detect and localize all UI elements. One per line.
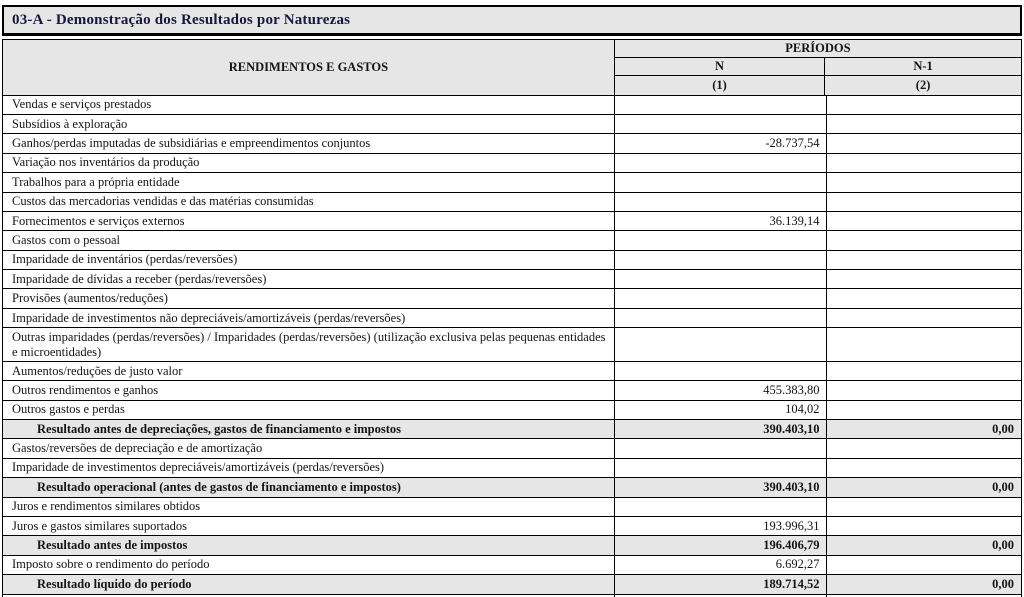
- cell-value-n1: 0,00: [992, 421, 1014, 436]
- row-label: Aumentos/reduções de justo valor: [3, 362, 615, 380]
- cell-value-n: [615, 154, 827, 172]
- table-body: [3, 96, 1021, 595]
- row-label: Trabalhos para a própria entidade: [3, 173, 615, 191]
- cell-value-n: [615, 270, 827, 288]
- header-rendimentos-gastos: RENDIMENTOS E GASTOS: [3, 40, 615, 95]
- table-row: [3, 328, 1021, 362]
- cell-value-n: 390.403,10: [615, 420, 827, 438]
- table-row: [3, 154, 1021, 173]
- table-row: [3, 231, 1021, 250]
- row-label: Gastos/reversões de depreciação e de amortização: [3, 439, 615, 457]
- cell-value-n1: [827, 193, 1021, 211]
- table-row: [3, 251, 1021, 270]
- table-row: [3, 289, 1021, 308]
- table-row: [3, 173, 1021, 192]
- table-row: [3, 478, 1021, 497]
- table-row: [3, 556, 1021, 575]
- cell-value-n1: [827, 251, 1021, 269]
- table-row: [3, 536, 1021, 555]
- cell-value-n1: [827, 517, 1021, 535]
- row-label: Custos das mercadorias vendidas e das matérias consumidas: [3, 193, 615, 211]
- header-column-numbers: [615, 76, 1021, 94]
- title-bar: [2, 5, 1022, 36]
- cell-value-n1: [827, 231, 1021, 249]
- row-label: Juros e rendimentos similares obtidos: [3, 498, 615, 516]
- cell-value-n: 104,02: [615, 401, 827, 419]
- cell-value-n1: [827, 381, 1021, 399]
- cell-value-n: [615, 173, 827, 191]
- table-row: [3, 134, 1021, 153]
- row-label: Resultado antes de depreciações, gastos de financiamento e impostos: [3, 420, 615, 438]
- header-col-n1: N-1: [913, 59, 933, 74]
- cell-value-n1: [827, 498, 1021, 516]
- cell-value-n1: 0,00: [992, 538, 1014, 553]
- row-label: Ganhos/perdas imputadas de subsidiárias e empreendimentos conjuntos: [3, 134, 615, 152]
- cell-value-n: [615, 309, 827, 327]
- table-row: [3, 575, 1021, 594]
- cell-value-n1: [827, 96, 1021, 114]
- cell-value-n1: [827, 173, 1021, 191]
- row-label: Provisões (aumentos/reduções): [3, 289, 615, 307]
- cell-value-n: [615, 289, 827, 307]
- cell-value-n: 189.714,52: [615, 575, 827, 593]
- row-label: Resultado operacional (antes de gastos de financiamento e impostos): [3, 478, 615, 496]
- table-header: [3, 40, 1021, 96]
- cell-value-n: 6.692,27: [615, 556, 827, 574]
- table-row: [3, 96, 1021, 115]
- row-label: Outros rendimentos e ganhos: [3, 381, 615, 399]
- cell-value-n1: [827, 328, 1021, 361]
- table-row: [3, 498, 1021, 517]
- cell-value-n1: [827, 439, 1021, 457]
- row-label: Imparidade de investimentos não depreciáveis/amortizáveis (perdas/reversões): [3, 309, 615, 327]
- table-row: [3, 420, 1021, 439]
- header-period-columns: [615, 58, 1021, 76]
- cell-value-n: [615, 193, 827, 211]
- row-label: Variação nos inventários da produção: [3, 154, 615, 172]
- cell-value-n: [615, 251, 827, 269]
- row-label: Subsídios à exploração: [3, 115, 615, 133]
- row-label: Outros gastos e perdas: [3, 401, 615, 419]
- table-row: [3, 309, 1021, 328]
- table-row: [3, 212, 1021, 231]
- page-title: 03-A - Demonstração dos Resultados por Naturezas: [12, 11, 351, 28]
- table-row: [3, 439, 1021, 458]
- cell-value-n: [615, 231, 827, 249]
- cell-value-n: [615, 459, 827, 477]
- cell-value-n: [615, 362, 827, 380]
- table-row: [3, 459, 1021, 478]
- row-label: Imparidade de dívidas a receber (perdas/reversões): [3, 270, 615, 288]
- row-label: Imparidade de inventários (perdas/reversões): [3, 251, 615, 269]
- row-label: Imposto sobre o rendimento do período: [3, 556, 615, 574]
- row-label: Resultado antes de impostos: [3, 536, 615, 554]
- header-col-1: (1): [615, 76, 825, 94]
- cell-value-n1: [827, 289, 1021, 307]
- cell-value-n1: [827, 115, 1021, 133]
- header-periods-group: [615, 40, 1021, 95]
- cell-value-n1: [827, 154, 1021, 172]
- row-label: Outras imparidades (perdas/reversões) / Imparidades (perdas/reversões) (utilização exclusiva pelas pequenas entidades e microentidades): [3, 328, 615, 361]
- header-col-2: (2): [915, 77, 931, 92]
- row-label: Juros e gastos similares suportados: [3, 517, 615, 535]
- table-row: [3, 401, 1021, 420]
- table-row: [3, 270, 1021, 289]
- results-table: [2, 39, 1022, 597]
- cell-value-n: [615, 115, 827, 133]
- cell-value-n: 455.383,80: [615, 381, 827, 399]
- cell-value-n: 390.403,10: [615, 478, 827, 496]
- cell-value-n: [615, 328, 827, 361]
- cell-value-n1: [827, 134, 1021, 152]
- cell-value-n1: 0,00: [992, 576, 1014, 591]
- cell-value-n: 196.406,79: [615, 536, 827, 554]
- cell-value-n1: [827, 459, 1021, 477]
- header-periodos: PERÍODOS: [615, 40, 1021, 58]
- table-row: [3, 517, 1021, 536]
- cell-value-n1: 0,00: [992, 479, 1014, 494]
- cell-value-n1: [827, 556, 1021, 574]
- cell-value-n1: [827, 362, 1021, 380]
- cell-value-n: 36.139,14: [615, 212, 827, 230]
- cell-value-n: [615, 498, 827, 516]
- table-row: [3, 193, 1021, 212]
- row-label: Imparidade de investimentos depreciáveis/amortizáveis (perdas/reversões): [3, 459, 615, 477]
- row-label: Resultado líquido do período: [3, 575, 615, 593]
- cell-value-n1: [827, 401, 1021, 419]
- cell-value-n1: [827, 309, 1021, 327]
- row-label: Vendas e serviços prestados: [3, 96, 615, 114]
- table-row: [3, 381, 1021, 400]
- row-label: Gastos com o pessoal: [3, 231, 615, 249]
- cell-value-n: 193.996,31: [615, 517, 827, 535]
- cell-value-n1: [827, 212, 1021, 230]
- table-row: [3, 362, 1021, 381]
- header-col-n: N: [615, 58, 825, 75]
- cell-value-n: [615, 439, 827, 457]
- cell-value-n: [615, 96, 827, 114]
- cell-value-n1: [827, 270, 1021, 288]
- row-label: Fornecimentos e serviços externos: [3, 212, 615, 230]
- cell-value-n: -28.737,54: [615, 134, 827, 152]
- table-row: [3, 115, 1021, 134]
